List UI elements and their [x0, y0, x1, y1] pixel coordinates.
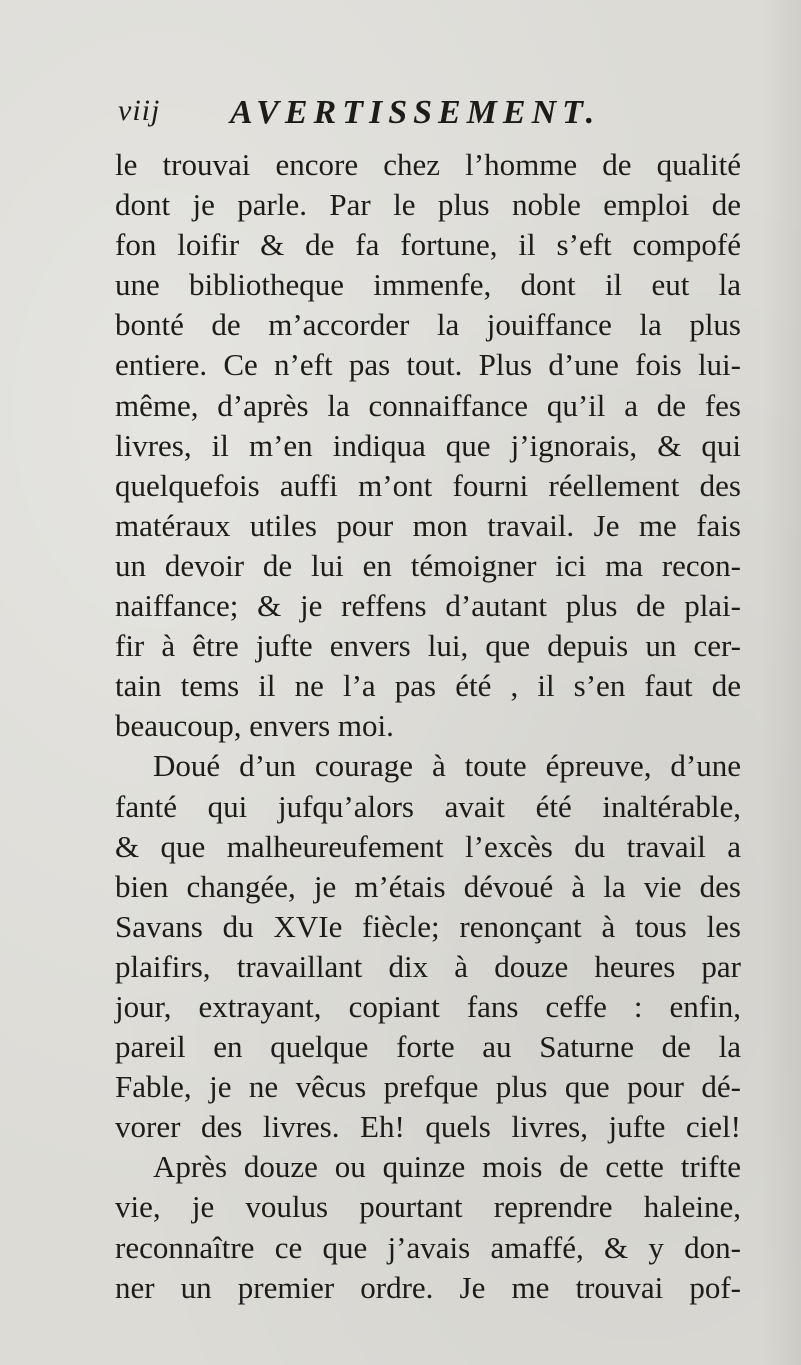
text-line: pareil en quelque forte au Saturne de la	[115, 1029, 741, 1065]
text-line-paragraph-start: Après douze ou quinze mois de cette trifte	[153, 1149, 741, 1185]
running-title: AVERTISSEMENT.	[230, 94, 601, 131]
text-line: fir à être jufte envers lui, que depuis un cer-	[115, 628, 741, 664]
page-number: viij	[118, 94, 161, 127]
text-line: bonté de m’accorder la jouiffance la plus	[115, 307, 741, 343]
text-line: ner un premier ordre. Je me trouvai pof-	[115, 1269, 741, 1305]
text-line: fon loifir & de fa fortune, il s’eft compofé	[115, 227, 741, 263]
text-line: fanté qui jufqu’alors avait été inaltérable,	[115, 788, 741, 824]
text-line: livres, il m’en indiqua que j’ignorais, & qui	[115, 427, 741, 463]
text-line: un devoir de lui en témoigner ici ma recon-	[115, 547, 741, 583]
page-header	[118, 94, 738, 144]
text-line: bien changée, je m’étais dévoué à la vie des	[115, 868, 741, 904]
text-line: tain tems il ne l’a pas été , il s’en faut de	[115, 668, 741, 704]
text-line: reconnaître ce que j’avais amaffé, & y don-	[115, 1229, 741, 1265]
text-line: dont je parle. Par le plus noble emploi de	[115, 187, 741, 223]
text-line: jour, extrayant, copiant fans ceffe : enfin,	[115, 988, 741, 1024]
text-line: Savans du XVIe fiècle; renonçant à tous les	[115, 908, 741, 944]
text-line: Fable, je ne vêcus prefque plus que pour dé-	[115, 1069, 741, 1105]
text-line-paragraph-start: Doué d’un courage à toute épreuve, d’une	[153, 748, 741, 784]
body-text	[115, 145, 741, 1308]
text-line: quelquefois auffi m’ont fourni réellement des	[115, 467, 741, 503]
text-line: plaifirs, travaillant dix à douze heures par	[115, 948, 741, 984]
text-line: le trouvai encore chez l’homme de qualité	[115, 147, 741, 182]
text-line: & que malheureufement l’excès du travail a	[115, 828, 741, 864]
text-line: vie, je voulus pourtant reprendre haleine,	[115, 1189, 741, 1225]
text-line-paragraph-end: beaucoup, envers moi.	[115, 708, 394, 744]
text-line: vorer des livres. Eh! quels livres, jufte ciel!	[115, 1109, 741, 1145]
text-line: naiffance; & je reffens d’autant plus de plai-	[115, 588, 741, 624]
text-line: entiere. Ce n’eft pas tout. Plus d’une fois lui-	[115, 347, 741, 383]
text-line: matéraux utiles pour mon travail. Je me fais	[115, 507, 741, 543]
text-line: même, d’après la connaiffance qu’il a de fes	[115, 387, 741, 423]
text-line: une bibliotheque immenfe, dont il eut la	[115, 267, 741, 303]
page-edge-shadow	[761, 0, 801, 1365]
